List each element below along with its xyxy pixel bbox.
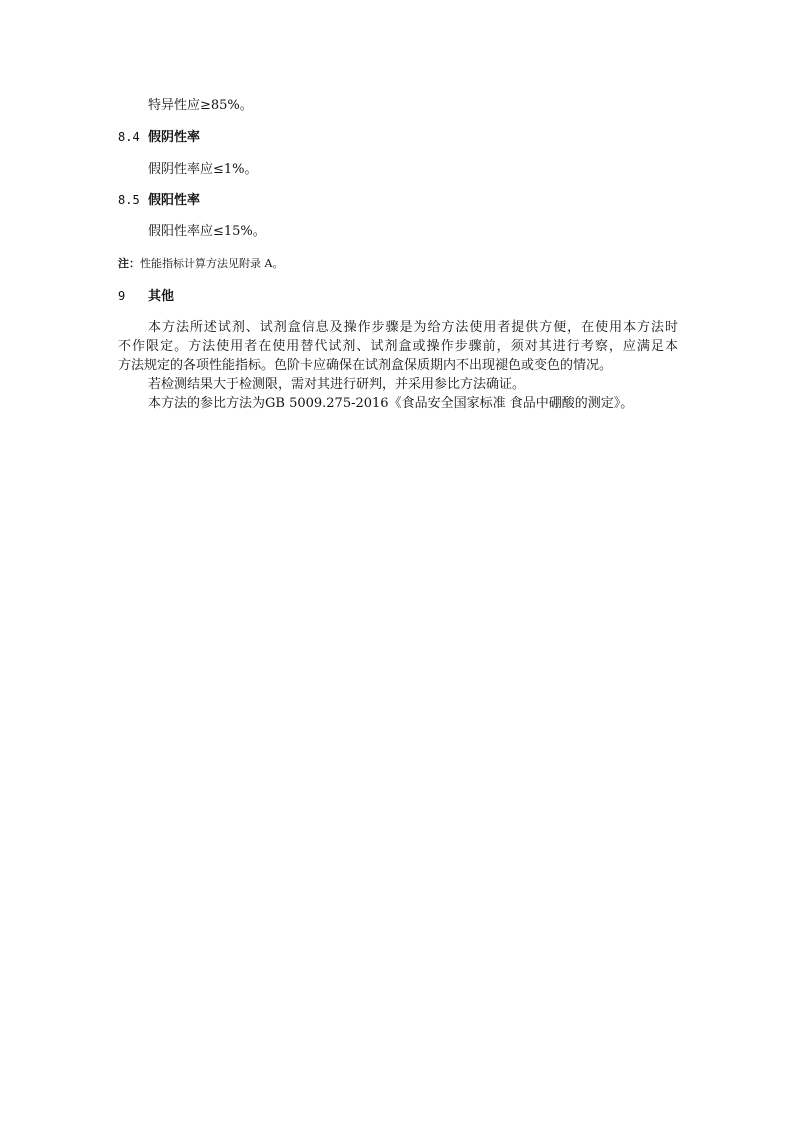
note [118, 256, 283, 272]
section-8-4-heading [118, 128, 200, 147]
other-paragraph-2: 若检测结果大于检测限，需对其进行研判，并采用参比方法确证。 [148, 377, 526, 392]
section-title: 假阴性率 [148, 130, 201, 145]
section-number: 8.4 [118, 130, 140, 144]
false-positive-requirement: 假阳性率应≤15%。 [148, 224, 266, 239]
section-title: 假阳性率 [148, 193, 201, 208]
false-negative-requirement: 假阴性率应≤1%。 [148, 162, 258, 177]
paragraph-line: 不作限定。方法使用者在使用替代试剂、试剂盒或操作步骤前，须对其进行考察，应满足本 [118, 339, 678, 354]
specificity-requirement: 特异性应≥85%。 [148, 98, 253, 113]
section-8-5-heading [118, 191, 200, 210]
section-number: 9 [118, 289, 126, 303]
section-title: 其他 [148, 289, 175, 304]
paragraph-line: 方法规定的各项性能指标。色阶卡应确保在试剂盒保质期内不出现褪色或变色的情况。 [118, 358, 613, 373]
paragraph-line: 本方法所述试剂、试剂盒信息及操作步骤是为给方法使用者提供方便，在使用本方法时 [148, 320, 678, 335]
section-number: 8.5 [118, 193, 140, 207]
other-paragraph-1 [118, 318, 678, 375]
note-text: 性能指标计算方法见附录 A。 [140, 257, 284, 270]
note-label: 注： [118, 257, 140, 270]
other-paragraph-3: 本方法的参比方法为GB 5009.275-2016《食品安全国家标准 食品中硼酸的测定》。 [148, 396, 634, 411]
section-9-heading [118, 287, 174, 306]
